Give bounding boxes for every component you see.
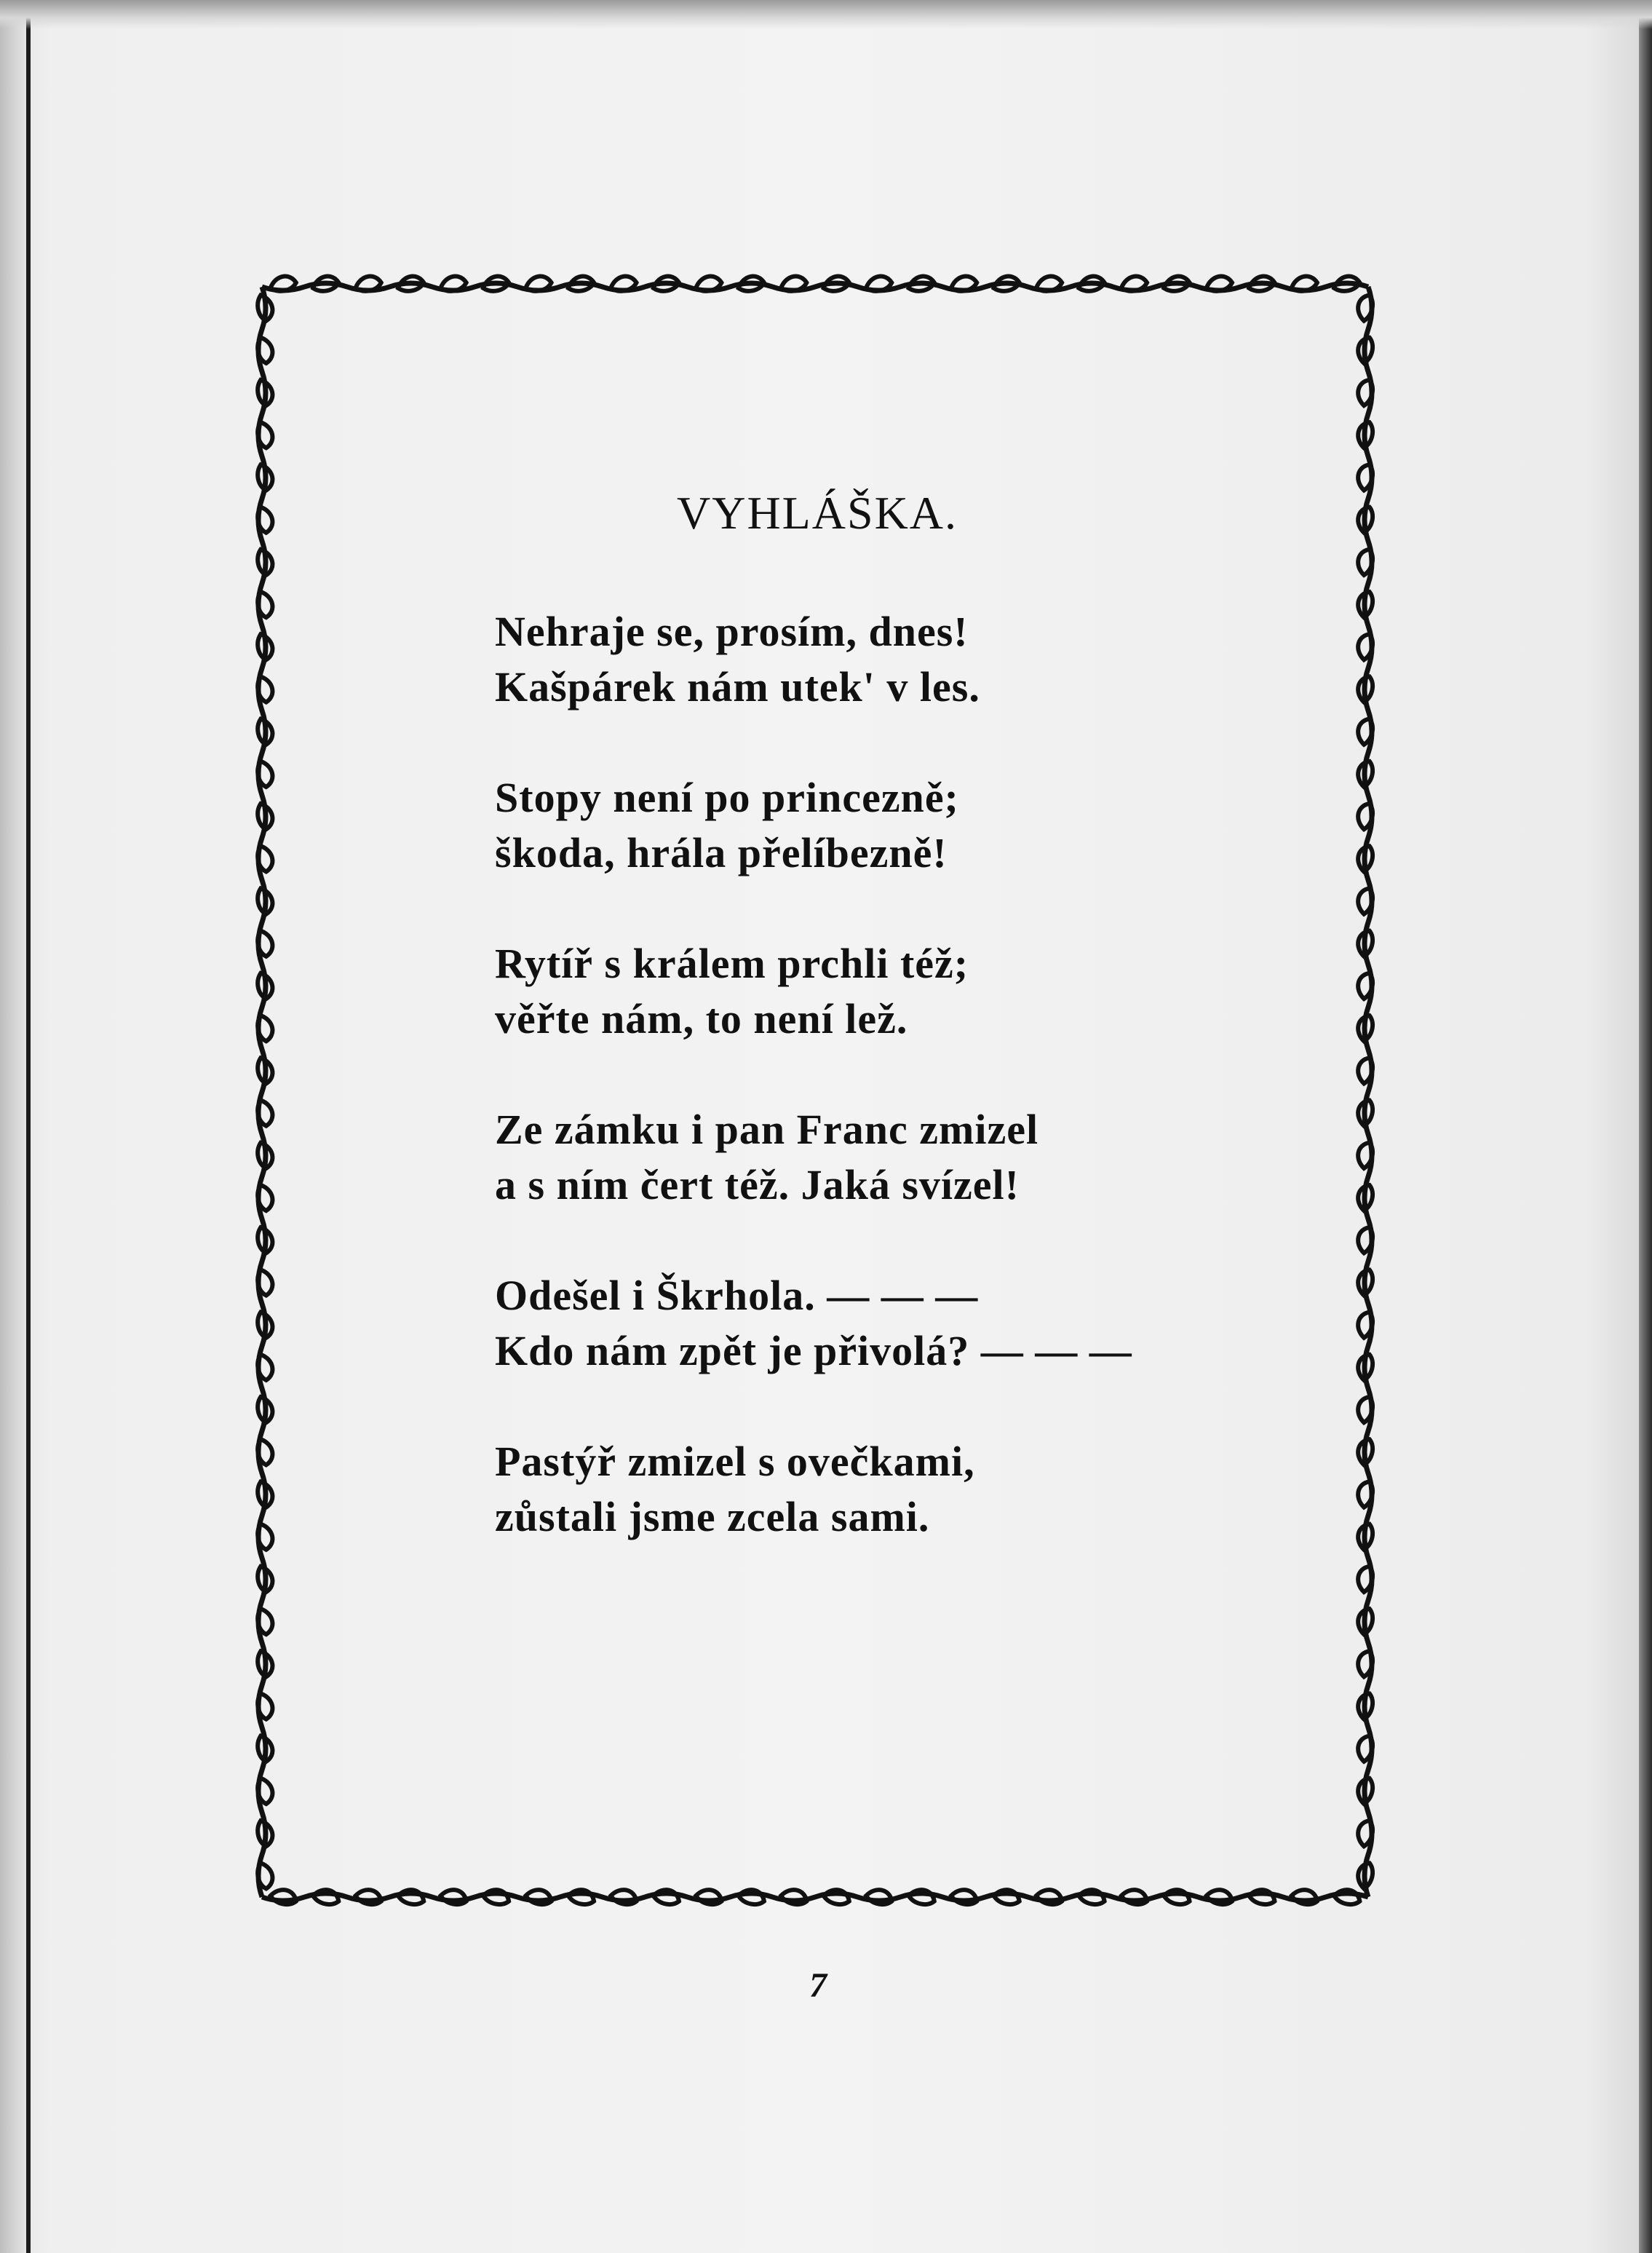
poem-line: Odešel i Škrhola. — — —: [495, 1272, 979, 1319]
leaf-ornament: [780, 1888, 809, 1907]
stanza: [495, 770, 1295, 881]
binding-shadow: [0, 0, 26, 2253]
stanza: [495, 1268, 1295, 1379]
leaf-ornament: [269, 1888, 298, 1907]
vine-stroke: [262, 1893, 1368, 1901]
stanza: [495, 1434, 1295, 1545]
poem-line: Kašpárek nám utek' v les.: [495, 663, 980, 710]
poem-body: [495, 604, 1295, 1600]
poem-line: Ze zámku i pan Franc zmizel: [495, 1106, 1039, 1153]
poem-line: škoda, hrála přelíbezně!: [495, 829, 948, 876]
leaf-ornament: [354, 1888, 383, 1907]
leaf-ornament: [440, 1888, 468, 1907]
leaf-ornament: [482, 1888, 510, 1907]
poem-line: Nehraje se, prosím, dnes!: [495, 608, 969, 655]
leaf-ornament: [1120, 1888, 1148, 1907]
poem-title: VYHLÁŠKA.: [677, 487, 958, 539]
page-number: 7: [809, 1966, 827, 2005]
leaf-ornament: [312, 1888, 341, 1907]
leaf-ornament: [610, 1888, 638, 1907]
vine-stroke: [262, 283, 1368, 290]
leaf-ornament: [652, 1888, 680, 1907]
leaf-ornament: [1163, 1888, 1191, 1907]
leaf-ornament: [1333, 1888, 1362, 1907]
scan-top-shadow: [0, 0, 1652, 29]
leaf-ornament: [1205, 1888, 1234, 1907]
leaf-ornament: [993, 1888, 1021, 1907]
leaf-ornament: [865, 1888, 894, 1907]
leaf-ornament: [567, 1888, 595, 1907]
leaf-ornament: [1290, 1888, 1319, 1907]
stanza: [495, 936, 1295, 1047]
leaf-ornament: [950, 1888, 978, 1907]
poem-line: Kdo nám zpět je přivolá? — — —: [495, 1327, 1132, 1374]
page-right-edge: [1639, 0, 1652, 2253]
leaf-ornament: [822, 1888, 851, 1907]
binding-edge: [26, 0, 31, 2253]
poem-line: Rytíř s králem prchli též;: [495, 940, 969, 987]
poem-line: Pastýř zmizel s ovečkami,: [495, 1438, 975, 1485]
stanza: [495, 604, 1295, 715]
leaf-ornament: [908, 1888, 936, 1907]
leaf-ornament: [695, 1888, 723, 1907]
leaf-ornament: [525, 1888, 553, 1907]
leaf-ornament: [397, 1888, 425, 1907]
leaf-ornament: [1078, 1888, 1106, 1907]
poem-line: zůstali jsme zcela sami.: [495, 1493, 930, 1540]
leaf-ornament: [1248, 1888, 1276, 1907]
stanza: [495, 1102, 1295, 1213]
poem-line: a s ním čert též. Jaká svízel!: [495, 1161, 1020, 1208]
leaf-ornament: [1035, 1888, 1063, 1907]
poem-line: věřte nám, to není lež.: [495, 995, 908, 1042]
poem-line: Stopy není po princezně;: [495, 774, 959, 821]
leaf-ornament: [737, 1888, 766, 1907]
